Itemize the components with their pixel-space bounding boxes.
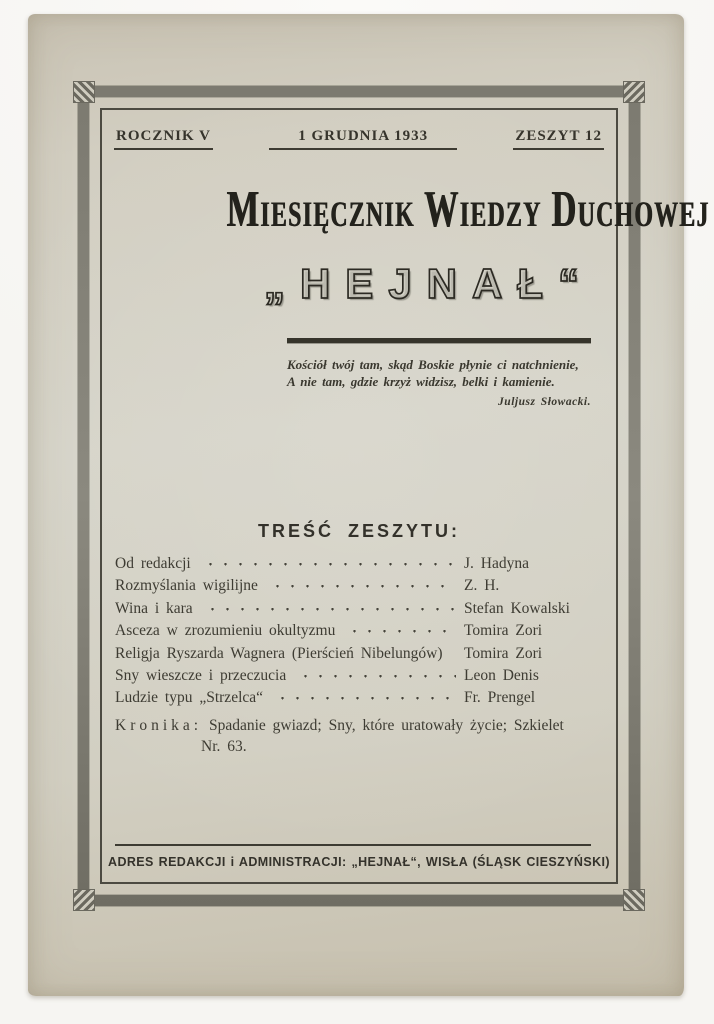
subtitle-line (102, 180, 710, 239)
masthead-row (114, 128, 604, 150)
table-of-contents (115, 554, 596, 711)
footer-divider (115, 844, 591, 846)
toc-entry-author: Tomira Zori (464, 622, 543, 640)
toc-entry (115, 688, 596, 710)
toc-entry-author: Tomira Zori (464, 644, 543, 662)
kronika-section (115, 715, 596, 757)
corner-ornament-bottom-left (73, 889, 95, 911)
dot-leader (347, 621, 456, 635)
magazine-cover-page (28, 14, 710, 996)
dot-leader (298, 666, 456, 680)
ornamental-outer-frame (78, 86, 710, 906)
kronika-items: Spadanie gwiazd; Sny, które uratowały życie; Szkielet (208, 717, 564, 734)
toc-entry (115, 666, 596, 688)
dot-leader (270, 576, 456, 590)
toc-entry-title: Religja Ryszarda Wagnera (Pierścień Nibelungów) (115, 644, 443, 662)
toc-entry-title: Rozmyślania wigilijne (115, 577, 258, 595)
inner-frame-border (100, 108, 710, 884)
toc-entry-author: Stefan Kowalski (464, 599, 570, 617)
cover-content (102, 110, 710, 882)
toc-entry (115, 621, 596, 643)
toc-entry-title: Ludzie typu „Strzelca“ (115, 689, 264, 707)
toc-entry-title: Asceza w zrozumieniu okultyzmu (115, 622, 336, 640)
dot-leader (205, 599, 456, 613)
dot-leader (275, 688, 456, 702)
dot-leader (203, 554, 456, 568)
toc-entry (115, 644, 596, 666)
magazine-name: „HEJNAŁ“ (263, 260, 594, 307)
toc-entry-author: J. Hadyna (464, 555, 529, 572)
epigraph-quote (287, 356, 591, 411)
issue-date-label: 1 GRUDNIA 1933 (269, 128, 457, 150)
toc-entry-title: Wina i kara (115, 599, 193, 617)
volume-label: ROCZNIK V (114, 128, 213, 150)
toc-entry (115, 554, 596, 576)
toc-entry-title: Sny wieszcze i przeczucia (115, 666, 287, 684)
quote-attribution: Juljusz Słowacki. (498, 396, 591, 408)
quote-line-2: A nie tam, gdzie krzyż widzisz, belki i kamienie. (287, 374, 555, 389)
issue-number-label: ZESZYT 12 (513, 128, 604, 150)
title-underline (287, 338, 591, 343)
corner-ornament-top-left (73, 81, 95, 103)
magazine-subtitle: Miesięcznik Wiedzy Duchowej (226, 181, 710, 238)
corner-ornament-top-right (623, 81, 645, 103)
address-line: ADRES REDAKCJI i ADMINISTRACJI: „HEJNAŁ“, WISŁA (ŚLĄSK CIESZYŃSKI) (108, 855, 610, 869)
toc-entry-author: Z. H. (464, 577, 500, 595)
toc-entry-author: Fr. Prengel (464, 689, 536, 707)
toc-entry-author: Leon Denis (464, 666, 539, 684)
toc-entry-title: Od redakcji (115, 555, 191, 572)
corner-ornament-bottom-right (623, 889, 645, 911)
kronika-line-1 (115, 715, 596, 736)
toc-entry (115, 599, 596, 621)
toc-heading: TREŚĆ ZESZYTU: (257, 521, 460, 541)
kronika-line-2: Nr. 63. (201, 738, 247, 755)
toc-entry (115, 576, 596, 598)
kronika-label: Kronika: (115, 717, 203, 734)
quote-line-1: Kościół twój tam, skąd Boskie płynie ci natchnienie, (287, 357, 579, 372)
